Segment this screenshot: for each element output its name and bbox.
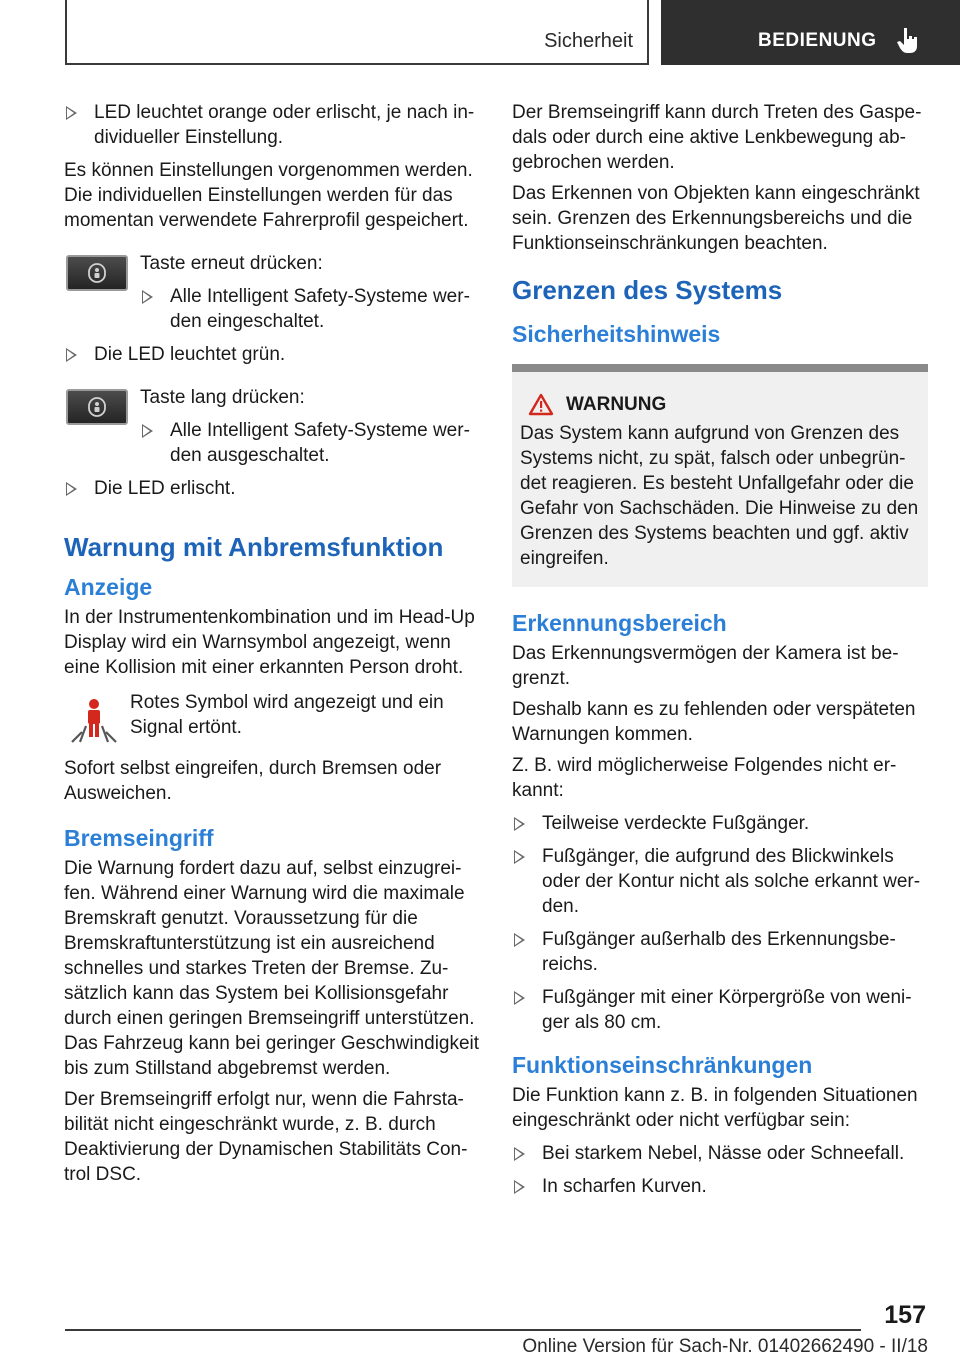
pointing-hand-icon [895,26,921,54]
bullet-triangle-icon [514,850,525,864]
safety-button-icon [66,255,128,291]
key-text: Taste lang drücken: [140,387,305,408]
bullet-triangle-icon [66,106,77,120]
heading-bremseingriff: Bremseingriff [64,825,214,851]
pedestrian-warning-row [64,690,482,746]
list-item: Alle Intelligent Safety-Systeme wer-den eingeschaltet. [140,284,482,334]
footer-divider [65,1329,861,1331]
heading-sicherheitshinweis: Sicherheitshinweis [512,321,721,347]
page-number: 157 [884,1301,926,1329]
bullet-triangle-icon [514,817,525,831]
bullet-triangle-icon [514,933,525,947]
warning-title: WARNUNG [566,394,667,415]
chapter-tab[interactable] [661,0,960,65]
heading-warnung: Warnung mit Anbremsfunktion [64,532,444,562]
left-column [64,100,482,1193]
list-item: Teilweise verdeckte Fußgänger. [512,811,928,836]
key-text: Taste erneut drücken: [140,253,323,274]
bullet-triangle-icon [514,1180,525,1194]
paragraph: Es können Einstellungen vorgenommen werden. Die individuellen Einstellungen werden für das momentan verwendete Fahrerprofil gespeichert. [64,160,473,231]
warning-triangle-icon [528,393,554,416]
list-item: LED leuchtet orange oder erlischt, je nach in-dividueller Einstellung. [64,100,482,150]
paragraph: Der Bremseingriff erfolgt nur, wenn die Fahrsta-bilität nicht eingeschränkt wurde, z. B. durch Deaktivierung der Dynamischen Stabilitäts Con-trol DSC. [64,1089,468,1185]
paragraph: Deshalb kann es zu fehlenden oder verspäteten Warnungen kommen. [512,699,916,745]
key-instruction [64,385,482,468]
list-item: Alle Intelligent Safety-Systeme wer-den ausgeschaltet. [140,418,482,468]
list-item: Fußgänger außerhalb des Erkennungsbe-reichs. [512,927,928,977]
paragraph: Das Erkennungsvermögen der Kamera ist be-grenzt. [512,643,899,689]
bullet-triangle-icon [66,482,77,496]
heading-erkennungsbereich: Erkennungsbereich [512,610,727,636]
bullet-triangle-icon [514,991,525,1005]
bullet-triangle-icon [142,424,153,438]
heading-funktionseinschraenkungen: Funktionseinschränkungen [512,1052,813,1078]
heading-anzeige: Anzeige [64,574,153,600]
warning-title-row [528,392,922,417]
list-item: In scharfen Kurven. [512,1174,928,1199]
paragraph: Sofort selbst eingreifen, durch Bremsen oder Ausweichen. [64,758,442,804]
list-item: Die LED leuchtet grün. [64,342,482,367]
warning-box [512,364,928,587]
paragraph: In der Instrumentenkombination und im Head-Up Display wird ein Warnsymbol angezeigt, wenn eine Kollision mit einer erkannten Person droht. [64,607,475,678]
paragraph: Die Warnung fordert dazu auf, selbst einzugrei-fen. Während einer Warnung wird die maximale Bremskraft genutzt. Voraussetzung für die Bremskraftunterstützung ist ein ausreichend schnelles und starkes Treten der Bremse. Zu-sätzlich kann das System bei Kollisionsgefahr durch einen geringen Bremseingriff unterstützen. Das Fahrzeug kann bei geringer Geschwindigkeit bis zum Stillstand abgebremst werden. [64,858,480,1079]
list-item: Fußgänger, die aufgrund des Blickwinkels oder der Kontur nicht als solche erkannt wer-den. [512,844,928,919]
limitations-list [512,811,928,1035]
bullet-triangle-icon [514,1147,525,1161]
list-item: Fußgänger mit einer Körpergröße von weni-ger als 80 cm. [512,985,928,1035]
pedestrian-warning-text: Rotes Symbol wird angezeigt und ein Signal ertönt. [130,692,444,738]
safety-button-icon [66,389,128,425]
list-item: Bei starkem Nebel, Nässe oder Schneefall. [512,1141,928,1166]
header-section-box [65,0,649,65]
bullet-triangle-icon [142,290,153,304]
paragraph: Das Erkennen von Objekten kann eingeschränkt sein. Grenzen des Erkennungsbereichs und die Funktionseinschränkungen beachten. [512,183,920,254]
warning-text: Das System kann aufgrund von Grenzen des Systems nicht, zu spät, falsch oder unbegrün-det reagieren. Es besteht Unfallgefahr oder die Gefahr von Sachschäden. Die Hinweise zu den Grenzen des Systems beachten und ggf. aktiv eingreifen. [520,423,919,569]
chapter-tab-label: BEDIENUNG [758,30,877,51]
section-title: Sicherheit [544,30,633,52]
heading-grenzen: Grenzen des Systems [512,275,783,305]
key-instruction [64,251,482,334]
footer-online-version: Online Version für Sach-Nr. 01402662490 - II/18 [522,1336,928,1357]
restrictions-list [512,1141,928,1199]
pedestrian-warning-icon [68,696,120,746]
paragraph: Z. B. wird möglicherweise Folgendes nicht er-kannt: [512,755,897,801]
paragraph: Der Bremseingriff kann durch Treten des Gaspe-dals oder durch eine aktive Lenkbewegung ab-gebrochen werden. [512,102,922,173]
paragraph: Die Funktion kann z. B. in folgenden Situationen eingeschränkt oder nicht verfügbar sein: [512,1085,918,1131]
right-column [512,100,928,1207]
bullet-triangle-icon [66,348,77,362]
list-item: Die LED erlischt. [64,476,482,501]
